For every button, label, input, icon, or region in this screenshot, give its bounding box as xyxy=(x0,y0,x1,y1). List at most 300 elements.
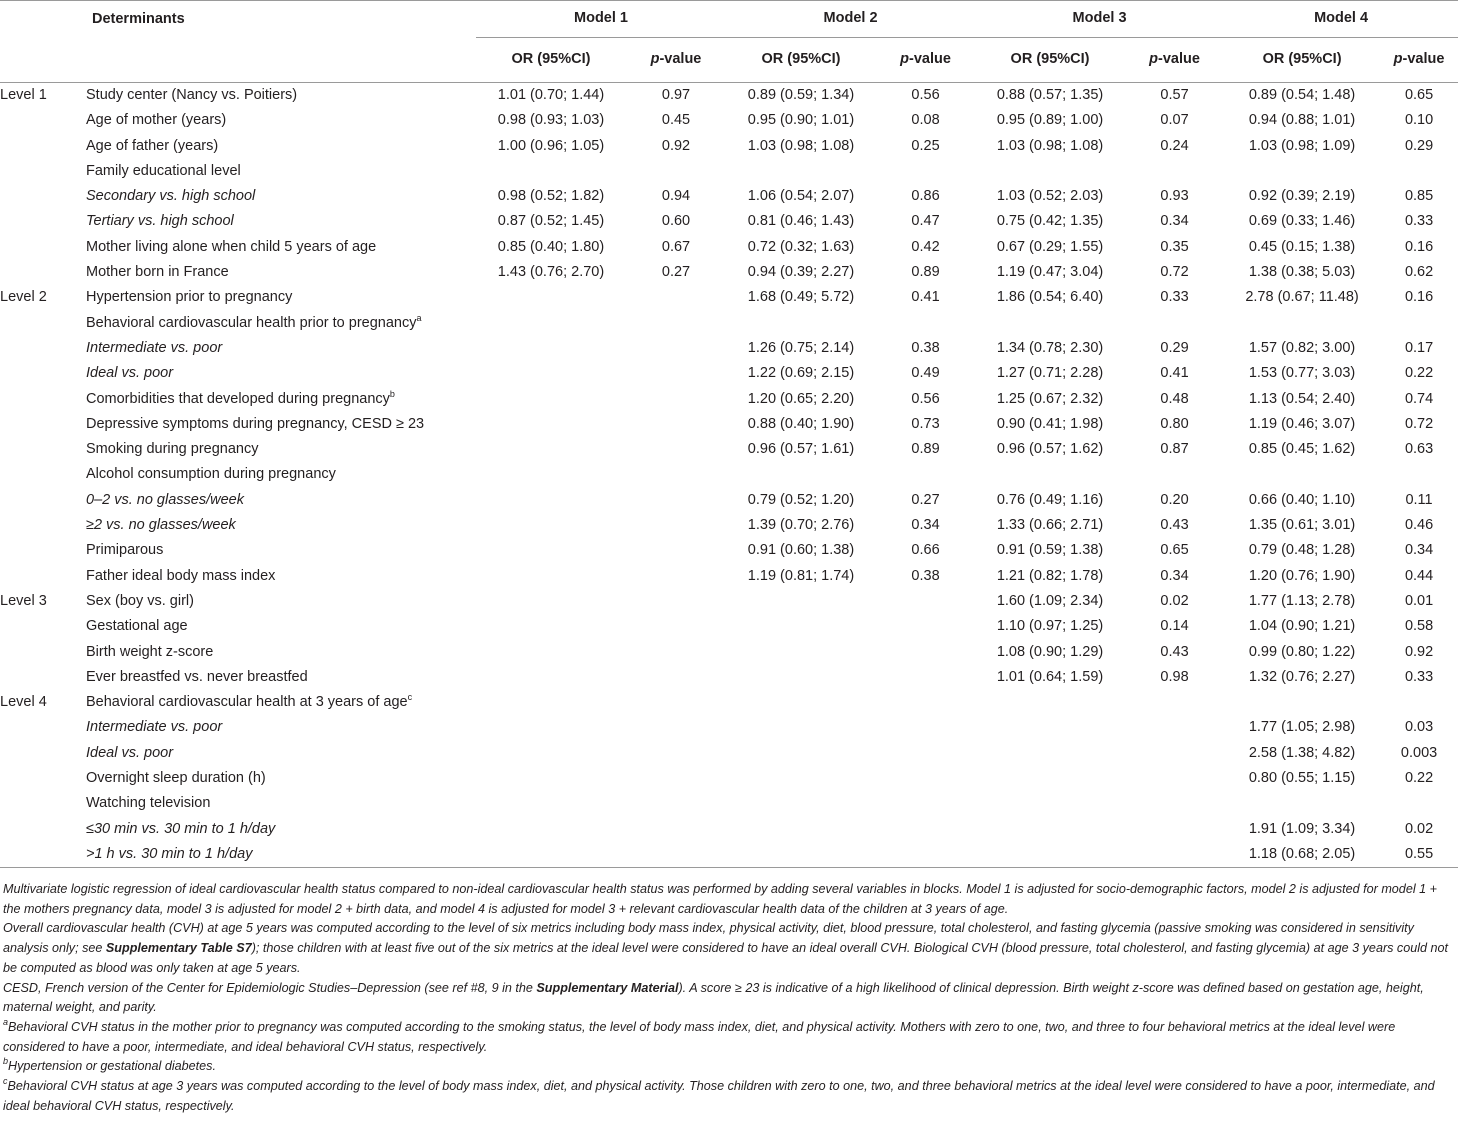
cell-or-m2: 0.81 (0.46; 1.43) xyxy=(747,213,855,230)
cell-p-m4 xyxy=(1380,791,1458,816)
cell-or-m2 xyxy=(726,690,876,715)
cell-or-m1: 0.98 (0.52; 1.82) xyxy=(497,188,605,205)
row-level xyxy=(0,159,86,184)
cell-p-m2 xyxy=(876,766,975,791)
cell-p-m3: 0.41 xyxy=(1160,365,1189,382)
table-row xyxy=(0,462,1458,487)
cell-p-m1 xyxy=(626,159,726,184)
table-row xyxy=(0,614,1458,639)
row-determinant: Intermediate vs. poor xyxy=(86,339,223,356)
cell-p-m2: 0.49 xyxy=(911,365,940,382)
cell-or-m4: 2.78 (0.67; 11.48) xyxy=(1245,289,1359,306)
footnote-b: $^b$Hypertension or gestational diabetes. xyxy=(3,1056,216,1074)
cell-p-m3: 0.72 xyxy=(1160,264,1189,281)
cell-p-m4: 0.22 xyxy=(1404,770,1434,787)
row-determinant: Ideal vs. poor xyxy=(86,365,174,382)
cell-p-m1 xyxy=(626,564,726,589)
cell-p-m3 xyxy=(1125,817,1224,842)
footnote-c: $^c$Behavioral CVH status at age 3 years was computed according to the level of body mass index, diet, and physical activity. Those children with zero to one, two, and three behavioral metrics at the ideal level were considered to have a poor, intermediate, and ideal behavioral CVH status, respectively. xyxy=(3,1076,1435,1113)
cell-or-m1 xyxy=(476,817,626,842)
cell-p-m1 xyxy=(626,715,726,740)
cell-p-m2: 0.89 xyxy=(911,441,940,458)
cell-or-m4: 1.03 (0.98; 1.09) xyxy=(1248,137,1356,154)
cell-p-m3: 0.14 xyxy=(1160,618,1189,635)
cell-or-m3: 0.75 (0.42; 1.35) xyxy=(996,213,1104,230)
cell-or-m3 xyxy=(975,842,1125,868)
cell-p-m4: 0.58 xyxy=(1404,618,1434,635)
cell-p-m1: 0.94 xyxy=(661,188,691,205)
cell-p-m4 xyxy=(1380,311,1458,336)
header-p-m3: p-value xyxy=(1125,38,1224,83)
cell-or-m4: 0.69 (0.33; 1.46) xyxy=(1248,213,1356,230)
header-row-stats xyxy=(0,38,1458,83)
cell-p-m2 xyxy=(876,614,975,639)
table-row xyxy=(0,209,1458,234)
cell-p-m4: 0.34 xyxy=(1404,542,1434,559)
footnote-marker: a xyxy=(416,312,422,323)
link-supplementary-material[interactable]: Supplementary Material xyxy=(536,980,679,995)
cell-p-m2 xyxy=(876,311,975,336)
cell-p-m2 xyxy=(876,640,975,665)
note-cvh: Overall cardiovascular health (CVH) at age 5 years was computed according to the level of six metrics including body mass index, physical activity, diet, blood pressure, total cholesterol, and fasting glycemia (passive smoking was considered in sensitivity analysis only; see Supplementary Table S7); those children with at least five out of the six metrics at the ideal level were considered to have an ideal overall CVH. Biological CVH (blood pressure, total cholesterol, and fasting glycemia) at age 3 years could not be computed as blood was only taken at age 5 years. xyxy=(3,921,1449,975)
cell-or-m1 xyxy=(476,665,626,690)
cell-p-m1 xyxy=(626,791,726,816)
cell-or-m1 xyxy=(476,842,626,868)
row-determinant: Behavioral cardiovascular health at 3 years of age$^c$ xyxy=(86,692,413,711)
cell-p-m3 xyxy=(1125,690,1224,715)
cell-or-m2 xyxy=(726,640,876,665)
cell-p-m3: 0.57 xyxy=(1160,87,1189,103)
cell-or-m2: 1.03 (0.98; 1.08) xyxy=(747,137,855,154)
table-row xyxy=(0,817,1458,842)
cell-or-m4 xyxy=(1224,791,1380,816)
cell-p-m1 xyxy=(626,741,726,766)
cell-p-m4 xyxy=(1380,690,1458,715)
cell-p-m3: 0.34 xyxy=(1160,213,1189,230)
cell-p-m1 xyxy=(626,462,726,487)
cell-or-m2 xyxy=(726,159,876,184)
cell-p-m4: 0.16 xyxy=(1404,238,1434,255)
row-determinant: Smoking during pregnancy xyxy=(86,441,259,458)
cell-or-m4: 1.57 (0.82; 3.00) xyxy=(1248,339,1356,356)
cell-p-m3: 0.93 xyxy=(1160,188,1189,205)
cell-p-m4: 0.33 xyxy=(1404,213,1434,230)
cell-or-m3 xyxy=(975,311,1125,336)
cell-p-m2 xyxy=(876,462,975,487)
cell-or-m1: 0.87 (0.52; 1.45) xyxy=(497,213,605,230)
cell-p-m1 xyxy=(626,766,726,791)
row-determinant: Hypertension prior to pregnancy xyxy=(86,289,293,306)
row-level xyxy=(0,184,86,209)
header-or-m2: OR (95%CI) xyxy=(726,38,876,83)
table-row xyxy=(0,260,1458,285)
cell-or-m3: 0.90 (0.41; 1.98) xyxy=(996,415,1104,432)
cell-p-m1 xyxy=(626,387,726,412)
cell-p-m3 xyxy=(1125,462,1224,487)
cell-or-m4: 1.38 (0.38; 5.03) xyxy=(1248,264,1356,281)
header-or-m3: OR (95%CI) xyxy=(975,38,1125,83)
cell-p-m4: 0.003 xyxy=(1400,744,1438,761)
row-determinant: Mother born in France xyxy=(86,264,229,281)
row-determinant: Ever breastfed vs. never breastfed xyxy=(86,668,308,685)
cell-or-m4: 0.94 (0.88; 1.01) xyxy=(1248,112,1356,129)
row-determinant: Mother living alone when child 5 years of age xyxy=(86,238,377,255)
cell-p-m3 xyxy=(1125,159,1224,184)
cell-p-m2: 0.38 xyxy=(911,567,940,584)
cell-or-m1 xyxy=(476,311,626,336)
row-level xyxy=(0,513,86,538)
table-row xyxy=(0,791,1458,816)
table-row xyxy=(0,336,1458,361)
cell-p-m4: 0.44 xyxy=(1404,567,1434,584)
cell-p-m4: 0.29 xyxy=(1404,137,1434,154)
row-determinant: Secondary vs. high school xyxy=(86,188,256,205)
row-level xyxy=(0,260,86,285)
cell-or-m3: 0.76 (0.49; 1.16) xyxy=(996,491,1104,508)
cell-or-m1: 1.01 (0.70; 1.44) xyxy=(497,87,605,103)
cell-p-m4: 0.55 xyxy=(1380,842,1458,868)
cell-p-m2 xyxy=(876,715,975,740)
cell-or-m1 xyxy=(476,640,626,665)
cell-p-m4: 0.02 xyxy=(1404,820,1434,837)
cell-p-m2 xyxy=(876,791,975,816)
cell-p-m4: 0.85 xyxy=(1404,188,1434,205)
cell-or-m1 xyxy=(476,589,626,614)
cell-or-m3 xyxy=(975,715,1125,740)
cell-or-m4: 0.45 (0.15; 1.38) xyxy=(1248,238,1356,255)
row-level xyxy=(0,766,86,791)
cell-or-m4: 0.66 (0.40; 1.10) xyxy=(1248,491,1356,508)
cell-p-m4: 0.11 xyxy=(1405,491,1433,508)
cell-or-m2 xyxy=(726,741,876,766)
note-methods: Multivariate logistic regression of ideal cardiovascular health status compared to non-ideal cardiovascular health status was performed by adding several variables in blocks. Model 1 is adjusted for socio-demographic factors, model 2 is adjusted for model 1 + the mothers pregnancy data, model 3 is adjusted for model 2 + birth data, and model 4 is adjusted for model 3 + relevant cardiovascular health data of the children at 3 years of age. xyxy=(3,882,1437,916)
cell-p-m3 xyxy=(1125,715,1224,740)
cell-p-m2: 0.25 xyxy=(911,137,940,154)
cell-p-m3 xyxy=(1125,791,1224,816)
cell-or-m2 xyxy=(726,766,876,791)
cell-p-m3: 0.24 xyxy=(1160,137,1189,154)
table-row xyxy=(0,665,1458,690)
cell-p-m2 xyxy=(876,159,975,184)
cell-or-m3: 1.03 (0.98; 1.08) xyxy=(996,137,1104,154)
row-determinant: Watching television xyxy=(86,795,211,812)
row-determinant: 0–2 vs. no glasses/week xyxy=(86,491,244,508)
row-level xyxy=(0,336,86,361)
cell-or-m1 xyxy=(476,614,626,639)
header-blank xyxy=(0,38,86,83)
link-supplementary-table[interactable]: Supplementary Table S7 xyxy=(105,941,252,956)
cell-or-m4: 0.99 (0.80; 1.22) xyxy=(1248,643,1356,660)
header-model-4: Model 4 xyxy=(1224,1,1458,38)
header-determinants: Determinants xyxy=(92,10,185,27)
row-determinant: Family educational level xyxy=(86,162,241,179)
footnote-a: $^a$Behavioral CVH status in the mother prior to pregnancy was computed according to the smoking status, the level of body mass index, diet, and physical activity. Mothers with zero to one, two, and three to four behavioral metrics at the ideal level were considered to have a poor, intermediate, and ideal behavioral CVH status, respectively. xyxy=(3,1016,1396,1054)
cell-p-m2: 0.38 xyxy=(911,339,940,356)
row-determinant: Ideal vs. poor xyxy=(86,744,174,761)
cell-or-m1 xyxy=(476,538,626,563)
table-row xyxy=(0,387,1458,412)
table-row xyxy=(0,766,1458,791)
cell-or-m4: 1.32 (0.76; 2.27) xyxy=(1248,668,1356,685)
cell-p-m4: 0.46 xyxy=(1404,517,1434,534)
cell-or-m3: 1.01 (0.64; 1.59) xyxy=(996,668,1104,685)
cell-or-m3: 1.60 (1.09; 2.34) xyxy=(996,592,1104,609)
cell-p-m2 xyxy=(876,741,975,766)
cell-p-m3 xyxy=(1125,766,1224,791)
cell-or-m2 xyxy=(726,842,876,868)
cell-or-m1: 0.98 (0.93; 1.03) xyxy=(497,112,605,129)
cell-p-m4: 0.33 xyxy=(1404,668,1434,685)
cell-or-m3: 1.19 (0.47; 3.04) xyxy=(996,264,1104,281)
cell-p-m2 xyxy=(876,665,975,690)
table-row xyxy=(0,589,1458,614)
row-level: Level 3 xyxy=(0,592,47,609)
row-level xyxy=(0,311,86,336)
cell-p-m1: 0.92 xyxy=(661,137,691,154)
cell-p-m3: 0.20 xyxy=(1160,491,1189,508)
table-row xyxy=(0,690,1458,715)
header-model-3: Model 3 xyxy=(975,1,1224,38)
cell-or-m4: 0.80 (0.55; 1.15) xyxy=(1248,770,1356,787)
cell-p-m1: 0.67 xyxy=(661,238,691,255)
cell-p-m2: 0.08 xyxy=(911,112,940,129)
cell-p-m2 xyxy=(876,817,975,842)
cell-or-m3: 1.10 (0.97; 1.25) xyxy=(996,618,1104,635)
cell-p-m2: 0.66 xyxy=(911,542,940,559)
cell-or-m1 xyxy=(476,715,626,740)
header-model-2: Model 2 xyxy=(726,1,975,38)
row-level xyxy=(0,209,86,234)
row-determinant: Depressive symptoms during pregnancy, CESD ≥ 23 xyxy=(86,415,425,432)
cell-p-m1 xyxy=(626,614,726,639)
cell-p-m4: 0.17 xyxy=(1404,339,1434,356)
cell-p-m4: 0.03 xyxy=(1404,719,1434,736)
cell-or-m3: 1.03 (0.52; 2.03) xyxy=(996,188,1104,205)
cell-p-m1 xyxy=(626,513,726,538)
cell-p-m2: 0.41 xyxy=(911,289,940,306)
header-or-m4: OR (95%CI) xyxy=(1224,38,1380,83)
row-level: Level 2 xyxy=(0,289,47,306)
cell-or-m4: 0.79 (0.48; 1.28) xyxy=(1248,542,1356,559)
cell-or-m3: 0.67 (0.29; 1.55) xyxy=(996,238,1104,255)
cell-or-m4: 0.85 (0.45; 1.62) xyxy=(1248,441,1356,458)
cell-p-m1: 0.27 xyxy=(661,264,691,281)
cell-or-m3: 1.21 (0.82; 1.78) xyxy=(996,567,1104,584)
cell-p-m2 xyxy=(876,690,975,715)
row-determinant: ≤30 min vs. 30 min to 1 h/day xyxy=(86,820,276,837)
cell-or-m2 xyxy=(726,817,876,842)
row-level xyxy=(0,412,86,437)
cell-or-m3: 1.34 (0.78; 2.30) xyxy=(996,339,1104,356)
cell-or-m2: 1.20 (0.65; 2.20) xyxy=(747,390,855,407)
header-model-1: Model 1 xyxy=(476,1,726,38)
row-level xyxy=(0,842,86,868)
cell-p-m3: 0.29 xyxy=(1160,339,1189,356)
cell-or-m1: 1.00 (0.96; 1.05) xyxy=(497,137,605,154)
header-row-models xyxy=(0,1,1458,38)
table-row xyxy=(0,715,1458,740)
cell-or-m3: 0.95 (0.89; 1.00) xyxy=(996,112,1104,129)
cell-or-m3: 1.08 (0.90; 1.29) xyxy=(996,643,1104,660)
cell-p-m1 xyxy=(626,336,726,361)
table-row xyxy=(0,412,1458,437)
cell-or-m4: 1.91 (1.09; 3.34) xyxy=(1248,820,1356,837)
cell-p-m1 xyxy=(626,538,726,563)
cell-or-m2: 0.94 (0.39; 2.27) xyxy=(747,264,855,281)
cell-or-m4: 1.53 (0.77; 3.03) xyxy=(1248,365,1356,382)
cell-p-m2 xyxy=(876,842,975,868)
cell-p-m4: 0.74 xyxy=(1404,390,1434,407)
cell-p-m4 xyxy=(1380,159,1458,184)
row-level: Level 4 xyxy=(0,694,47,711)
cell-p-m2: 0.73 xyxy=(911,415,940,432)
footnote-marker: c xyxy=(407,692,413,703)
cell-or-m4: 1.13 (0.54; 2.40) xyxy=(1248,390,1356,407)
table-row xyxy=(0,311,1458,336)
row-level xyxy=(0,640,86,665)
cell-or-m4 xyxy=(1224,311,1380,336)
cell-or-m3: 0.88 (0.57; 1.35) xyxy=(996,87,1104,103)
table-row xyxy=(0,741,1458,766)
cell-p-m1 xyxy=(626,690,726,715)
cell-or-m2 xyxy=(726,715,876,740)
cell-p-m1 xyxy=(626,842,726,868)
cell-or-m2: 0.72 (0.32; 1.63) xyxy=(747,238,855,255)
cell-or-m4 xyxy=(1224,690,1380,715)
row-determinant: Age of father (years) xyxy=(86,137,219,154)
row-level xyxy=(0,741,86,766)
cell-p-m2: 0.56 xyxy=(911,390,940,407)
row-level xyxy=(0,437,86,462)
cell-p-m3: 0.34 xyxy=(1160,567,1189,584)
cell-or-m1 xyxy=(476,791,626,816)
cell-p-m2: 0.42 xyxy=(911,238,940,255)
cell-p-m3: 0.43 xyxy=(1160,643,1189,660)
cell-p-m2: 0.86 xyxy=(911,188,940,205)
cell-p-m2: 0.47 xyxy=(911,213,940,230)
cell-or-m3 xyxy=(975,462,1125,487)
table-row xyxy=(0,184,1458,209)
cell-or-m3 xyxy=(975,791,1125,816)
row-determinant: Gestational age xyxy=(86,618,188,635)
cell-or-m1 xyxy=(476,285,626,310)
cell-p-m4: 0.62 xyxy=(1404,264,1434,281)
row-level xyxy=(0,462,86,487)
cell-or-m4: 2.58 (1.38; 4.82) xyxy=(1248,744,1356,761)
cell-or-m4: 0.89 (0.54; 1.48) xyxy=(1248,87,1356,103)
cell-p-m3: 0.35 xyxy=(1160,238,1189,255)
cell-p-m4 xyxy=(1380,462,1458,487)
cell-or-m1 xyxy=(476,488,626,513)
cell-or-m4: 1.18 (0.68; 2.05) xyxy=(1224,842,1380,868)
row-level xyxy=(0,564,86,589)
cell-p-m3: 0.07 xyxy=(1160,112,1189,129)
row-level xyxy=(0,665,86,690)
row-determinant: Comorbidities that developed during pregnancy$^b$ xyxy=(86,388,395,407)
row-level xyxy=(0,715,86,740)
row-determinant: Father ideal body mass index xyxy=(86,567,276,584)
row-level xyxy=(0,538,86,563)
cell-or-m1: 0.85 (0.40; 1.80) xyxy=(497,238,605,255)
cell-p-m4: 0.22 xyxy=(1404,365,1434,382)
table-row xyxy=(0,361,1458,386)
header-p-m2: p-value xyxy=(876,38,975,83)
row-determinant: Age of mother (years) xyxy=(86,112,227,129)
cell-p-m1 xyxy=(626,361,726,386)
cell-or-m2 xyxy=(726,462,876,487)
cell-p-m4: 0.16 xyxy=(1404,289,1434,306)
cell-p-m3: 0.98 xyxy=(1160,668,1189,685)
cell-or-m4: 1.77 (1.05; 2.98) xyxy=(1248,719,1356,736)
row-determinant: Overnight sleep duration (h) xyxy=(86,770,266,787)
cell-or-m2: 1.19 (0.81; 1.74) xyxy=(747,567,855,584)
cell-or-m4: 1.20 (0.76; 1.90) xyxy=(1248,567,1356,584)
cell-or-m2 xyxy=(726,791,876,816)
header-blank xyxy=(86,38,476,83)
cell-or-m2: 0.88 (0.40; 1.90) xyxy=(747,415,855,432)
row-level xyxy=(0,108,86,133)
cell-or-m4: 1.19 (0.46; 3.07) xyxy=(1248,415,1356,432)
cell-p-m3 xyxy=(1125,311,1224,336)
cell-p-m1 xyxy=(626,285,726,310)
cell-or-m2: 0.79 (0.52; 1.20) xyxy=(747,491,855,508)
footnote-marker: b xyxy=(389,388,395,399)
cell-p-m2: 0.27 xyxy=(911,491,940,508)
cell-or-m4: 1.04 (0.90; 1.21) xyxy=(1248,618,1356,635)
row-determinant: >1 h vs. 30 min to 1 h/day xyxy=(86,842,476,868)
cell-p-m4: 0.01 xyxy=(1404,592,1434,609)
table-row xyxy=(0,564,1458,589)
cell-p-m1 xyxy=(626,412,726,437)
cell-p-m4: 0.63 xyxy=(1404,441,1434,458)
cell-p-m3 xyxy=(1125,741,1224,766)
cell-p-m4: 0.72 xyxy=(1404,415,1434,432)
cell-p-m1 xyxy=(626,437,726,462)
cell-or-m2 xyxy=(726,665,876,690)
header-or-m1: OR (95%CI) xyxy=(476,38,626,83)
cell-or-m3: 1.33 (0.66; 2.71) xyxy=(996,517,1104,534)
row-level xyxy=(0,134,86,159)
cell-or-m1 xyxy=(476,462,626,487)
row-level xyxy=(0,614,86,639)
cell-or-m3: 0.91 (0.59; 1.38) xyxy=(996,542,1104,559)
row-level xyxy=(0,488,86,513)
cell-or-m1 xyxy=(476,437,626,462)
cell-p-m2: 0.56 xyxy=(911,87,940,103)
row-level: Level 1 xyxy=(0,87,47,103)
cell-or-m3: 0.96 (0.57; 1.62) xyxy=(996,441,1104,458)
cell-or-m2 xyxy=(726,614,876,639)
row-level xyxy=(0,791,86,816)
table-row xyxy=(0,640,1458,665)
table-row xyxy=(0,235,1458,260)
cell-p-m4: 0.10 xyxy=(1404,112,1434,129)
header-p-m1: p-value xyxy=(626,38,726,83)
cell-p-m2 xyxy=(876,589,975,614)
cell-or-m4 xyxy=(1224,159,1380,184)
cell-p-m1 xyxy=(626,589,726,614)
cell-or-m2: 0.96 (0.57; 1.61) xyxy=(747,441,855,458)
cell-p-m3: 0.43 xyxy=(1160,517,1189,534)
cell-or-m3 xyxy=(975,817,1125,842)
row-determinant: ≥2 vs. no glasses/week xyxy=(86,517,236,534)
cell-or-m1 xyxy=(476,361,626,386)
table-row xyxy=(0,538,1458,563)
table-row xyxy=(0,842,1458,868)
cell-or-m1 xyxy=(476,690,626,715)
table-footnotes xyxy=(3,880,1455,1116)
cell-p-m4: 0.92 xyxy=(1404,643,1434,660)
